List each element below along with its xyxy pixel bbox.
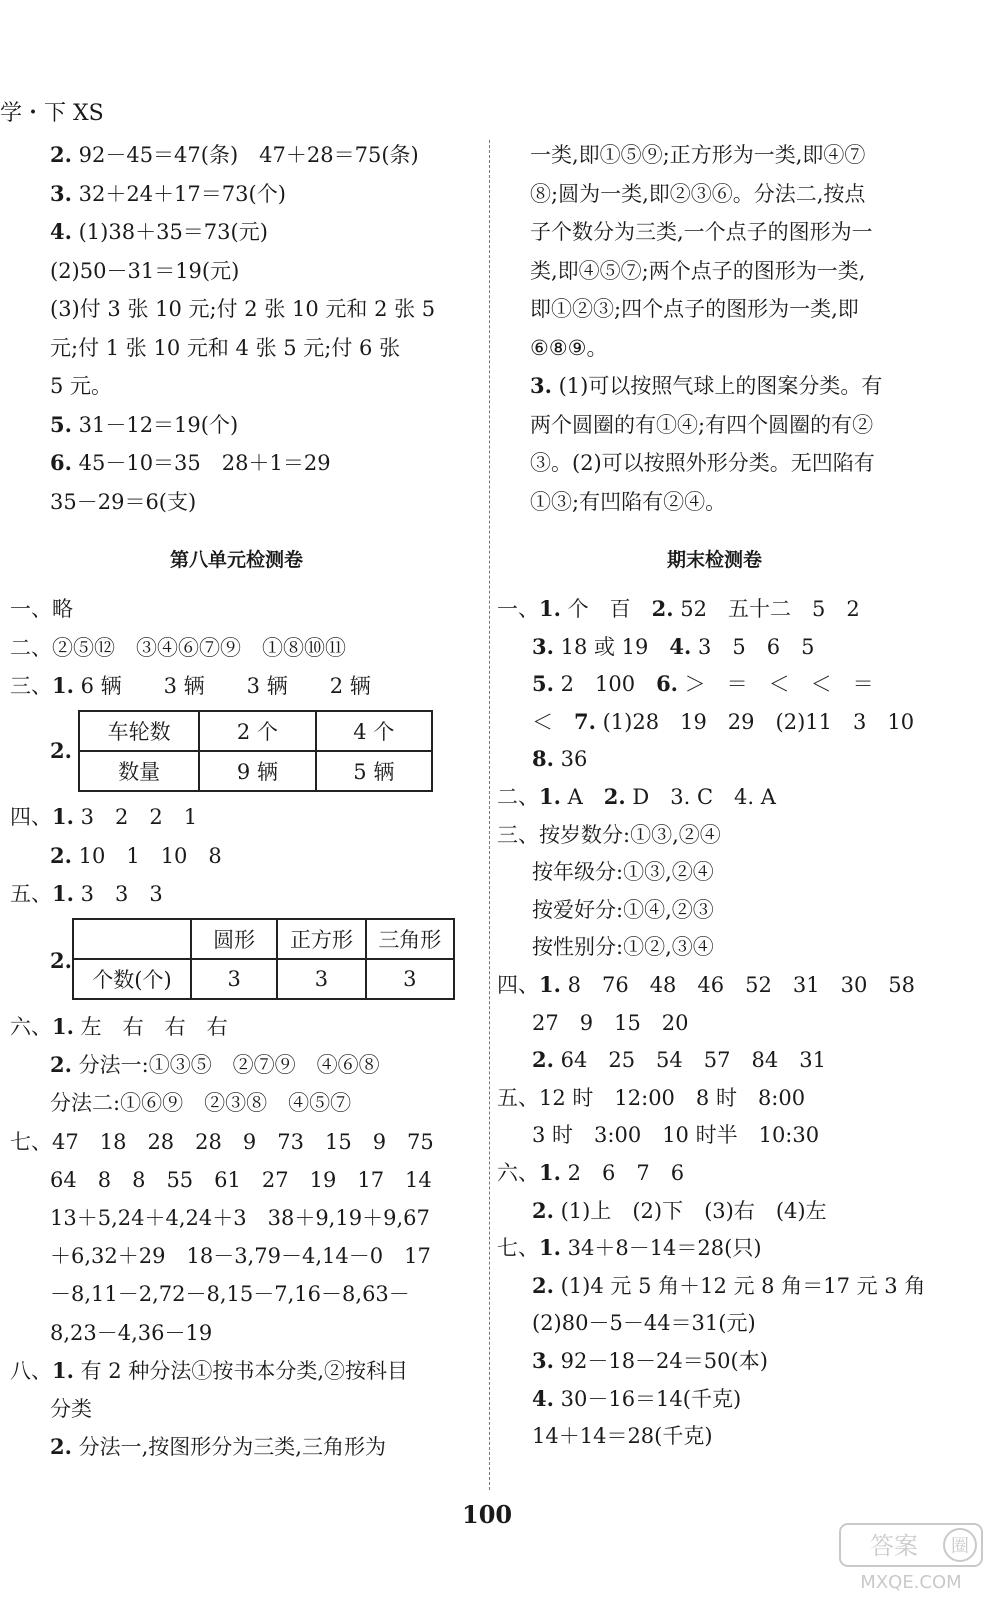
answer-text: 3 5 6 5	[691, 634, 815, 659]
item-number: 1.	[52, 673, 74, 698]
item-number: 2.	[651, 596, 674, 621]
answer-text: 36	[553, 747, 588, 772]
right-line	[532, 857, 714, 887]
answer-text: 左 右 右 右	[73, 1015, 228, 1039]
answer-text: ＋6,32＋29 18－3,79－4,14－0 17	[50, 1244, 431, 1269]
right-top-line	[530, 140, 865, 170]
table-cell: 车轮数	[79, 711, 199, 751]
section-marker: 一、	[497, 597, 539, 621]
section-marker: 五、	[497, 1085, 539, 1110]
left-top-line	[50, 448, 331, 478]
section-marker: 二、②⑤⑫ ③④⑥⑦⑨ ①⑧⑩⑪	[10, 635, 346, 660]
answer-text: 元;付 1 张 10 元和 4 张 5 元;付 6 张	[50, 335, 401, 360]
right-line	[532, 1421, 713, 1451]
answer-text: (1)28 19 29 (2)11 3 10	[595, 709, 915, 734]
answer-text: 一类,即①⑤⑨;正方形为一类,即④⑦	[530, 143, 866, 167]
answer-text: 分类	[50, 1397, 92, 1421]
right-line	[497, 1233, 762, 1263]
item-number: 2.	[532, 1047, 554, 1073]
item-number: 7.	[574, 708, 596, 734]
answer-text: 即①②③;四个点子的图形为一类,即	[530, 297, 859, 321]
left-c-line	[50, 1050, 380, 1080]
answer-text: 分法二:①⑥⑨ ②③⑧ ④⑤⑦	[50, 1091, 352, 1116]
answer-text: D 3. C 4. A	[625, 785, 776, 809]
table-cell: 5 辆	[316, 751, 432, 791]
left-c-line	[10, 1012, 228, 1042]
right-line	[532, 1120, 819, 1150]
section-marker: 七、	[497, 1236, 539, 1261]
answer-text: 18 或 19	[553, 634, 670, 659]
left-top-line	[50, 487, 196, 517]
answer-text: ⑥⑧⑨。	[530, 335, 608, 360]
item-number: 6.	[50, 450, 72, 475]
table-cell	[73, 919, 191, 959]
answer-text: 3 2 2 1	[73, 805, 198, 829]
item-number: 1.	[52, 1357, 74, 1383]
right-top-line	[530, 256, 865, 286]
section-marker: 六、	[10, 1015, 52, 1039]
left-b-line	[50, 841, 222, 871]
left-c-line	[50, 1394, 92, 1424]
answer-text: (2)80－5－44＝31(元)	[532, 1311, 756, 1336]
table1-label: 2.	[50, 738, 72, 763]
section-title-unit8: 第八单元检测卷	[170, 549, 304, 571]
answer-text: ⑧;圆为一类,即②③⑥。分法二,按点	[530, 181, 866, 206]
section-marker: 六、	[497, 1161, 539, 1185]
answer-text: (1)上 (2)下 (3)右 (4)左	[553, 1198, 827, 1223]
right-top-line	[530, 410, 873, 440]
answer-text: 14＋14＝28(千克)	[532, 1424, 713, 1449]
answer-text: 52 五十二 5 2	[673, 597, 860, 621]
right-top-line	[530, 179, 865, 209]
item-number: 2.	[50, 1434, 72, 1460]
right-line	[532, 632, 814, 662]
answer-text: 92－45＝47(条) 47＋28＝75(条)	[71, 143, 419, 167]
answer-text: 92－18－24＝50(本)	[553, 1349, 768, 1373]
right-line	[532, 895, 714, 925]
table-cell: 2 个	[199, 711, 315, 751]
watermark-logo	[836, 1520, 986, 1596]
right-top-line	[530, 371, 882, 401]
page-header: 学・下 XS	[0, 101, 104, 126]
item-number: 2.	[603, 784, 626, 809]
left-top-line	[50, 179, 286, 209]
right-line	[532, 1271, 925, 1301]
left-b-line	[10, 879, 163, 909]
item-number: 3.	[532, 633, 554, 659]
right-top-line	[530, 217, 873, 247]
answer-text: (3)付 3 张 10 元;付 2 张 10 元和 2 张 5	[50, 297, 436, 321]
right-line	[497, 782, 776, 812]
right-line	[497, 970, 915, 1000]
left-a-line	[10, 594, 73, 624]
shape-count-table	[72, 918, 455, 1000]
table-row	[79, 751, 432, 791]
table-cell: 正方形	[277, 919, 365, 959]
table2-label: 2.	[50, 948, 72, 973]
table-cell: 9 辆	[199, 751, 315, 791]
svg-text:MXQE.COM: MXQE.COM	[860, 1572, 962, 1593]
item-number: 1.	[539, 1160, 561, 1185]
left-c-line	[10, 1127, 434, 1157]
item-number: 3.	[50, 180, 72, 206]
table-row	[79, 711, 432, 751]
right-top-line	[530, 448, 875, 478]
item-number: 1.	[539, 1235, 561, 1261]
left-top-line	[50, 371, 112, 401]
answer-text: 两个圆圈的有①④;有四个圆圈的有②	[530, 412, 874, 437]
table-cell: 圆形	[191, 919, 277, 959]
section-marker: 一、略	[10, 597, 73, 621]
item-number: 1.	[539, 972, 561, 997]
item-number: 4.	[532, 1385, 554, 1411]
table-cell: 3	[366, 959, 454, 999]
answer-text: 35－29＝6(支)	[50, 489, 197, 514]
answer-text: 47 18 28 28 9 73 15 9 75	[52, 1129, 434, 1154]
answer-text: (2)50－31＝19(元)	[50, 258, 240, 283]
left-c-line	[10, 1356, 408, 1386]
item-number: 3.	[532, 1348, 554, 1373]
right-line	[497, 1083, 805, 1113]
item-number: 5.	[50, 411, 72, 437]
left-c-line	[50, 1203, 430, 1233]
answer-text: ①③;有凹陷有②④。	[530, 489, 727, 514]
answer-text: 13＋5,24＋4,24＋3 38＋9,19＋9,67	[50, 1206, 430, 1230]
left-c-line	[50, 1165, 432, 1195]
table-cell: 4 个	[316, 711, 432, 751]
svg-text:圈: 圈	[951, 1536, 969, 1557]
answer-text: 64 25 54 57 84 31	[553, 1048, 826, 1073]
answer-text: 30－16＝14(千克)	[553, 1386, 742, 1411]
left-c-line	[50, 1279, 410, 1309]
item-number: 2.	[532, 1197, 554, 1223]
right-line	[532, 1045, 826, 1075]
right-line	[497, 820, 721, 850]
section-marker: 七、	[10, 1129, 52, 1154]
item-number: 1.	[52, 881, 74, 906]
answer-text: 按爱好分:①④,②③	[532, 897, 714, 922]
answer-text: ＜	[532, 709, 574, 734]
right-line	[532, 1384, 741, 1414]
left-top-line	[50, 256, 239, 286]
answer-text: 类,即④⑤⑦;两个点子的图形为一类,	[530, 258, 866, 283]
left-a-line	[10, 633, 346, 663]
right-line	[532, 1196, 827, 1226]
answer-text: 34＋8－14＝28(只)	[560, 1236, 762, 1261]
item-number: 3.	[530, 373, 552, 398]
answer-text: (1)38＋35＝73(元)	[71, 220, 268, 244]
svg-text:答案: 答案	[870, 1532, 918, 1560]
right-line	[532, 744, 587, 774]
answer-text: 分法一,按图形分为三类,三角形为	[71, 1435, 386, 1460]
answer-text: ＞ ＝ ＜ ＜ ＝	[678, 672, 874, 697]
answer-text: 5 元。	[50, 374, 113, 398]
answer-text: 按年级分:①③,②④	[532, 860, 714, 885]
section-marker: 三、	[497, 822, 539, 847]
right-line	[532, 669, 874, 699]
item-number: 2.	[532, 1272, 554, 1298]
left-top-line	[50, 410, 238, 440]
answer-text: 按性别分:①②,③④	[532, 935, 714, 960]
item-number: 1.	[539, 784, 561, 809]
left-top-line	[50, 294, 435, 324]
answer-text: 2 6 7 6	[560, 1161, 685, 1185]
section-marker: 八、	[10, 1358, 52, 1383]
answer-text: 6 辆 3 辆 3 辆 2 辆	[73, 674, 371, 698]
right-line	[532, 1008, 689, 1038]
item-number: 2.	[50, 142, 72, 167]
left-top-line	[50, 217, 268, 247]
section-marker: 二、	[497, 785, 539, 809]
item-number: 2.	[50, 1052, 72, 1078]
answer-text: 31－12＝19(个)	[71, 412, 239, 437]
answer-text: ③。(2)可以按照外形分类。无凹陷有	[530, 451, 875, 475]
wheel-count-table	[78, 710, 433, 792]
section-marker: 四、	[497, 973, 539, 997]
right-line	[532, 1346, 768, 1376]
answer-text: (1)可以按照气球上的图案分类。有	[551, 374, 883, 398]
item-number: 1.	[52, 1014, 74, 1039]
answer-text: 有 2 种分法①按书本分类,②按科目	[73, 1358, 408, 1383]
answer-text: 10 1 10 8	[71, 843, 222, 868]
table-cell: 3	[277, 959, 365, 999]
left-c-line	[50, 1088, 351, 1118]
section-title-final: 期末检测卷	[667, 549, 763, 571]
answer-text: 27 9 15 20	[532, 1010, 689, 1035]
right-line	[532, 707, 914, 737]
answer-text: 64 8 8 55 61 27 19 17 14	[50, 1167, 432, 1192]
left-b-line	[10, 802, 197, 832]
answer-text: 32＋24＋17＝73(个)	[71, 181, 286, 206]
answer-text: 子个数分为三类,一个点子的图形为一	[530, 220, 873, 244]
table-row	[73, 959, 454, 999]
right-top-line	[530, 487, 726, 517]
answer-text: 8,23－4,36－19	[50, 1320, 213, 1345]
table-cell: 数量	[79, 751, 199, 791]
left-top-line	[50, 140, 419, 170]
item-number: 1.	[539, 596, 561, 621]
right-top-line	[530, 333, 607, 363]
table-cell: 3	[191, 959, 277, 999]
section-marker: 五、	[10, 882, 52, 906]
right-line	[497, 594, 860, 624]
left-c-line	[50, 1432, 386, 1462]
item-number: 1.	[52, 804, 74, 829]
right-line	[497, 1158, 684, 1188]
item-number: 2.	[50, 842, 72, 868]
item-number: 5.	[532, 671, 554, 697]
page-number: 100	[462, 1500, 513, 1529]
table-cell: 个数(个)	[73, 959, 191, 999]
left-top-line	[50, 333, 400, 363]
item-number: 8.	[532, 746, 554, 772]
answer-text: 3 时 3:00 10 时半 10:30	[532, 1123, 820, 1148]
item-number: 6.	[656, 671, 678, 697]
right-line	[532, 932, 714, 962]
answer-text: 8 76 48 46 52 31 30 58	[560, 973, 916, 997]
section-marker: 三、	[10, 674, 52, 698]
column-divider	[489, 140, 490, 1490]
right-top-line	[530, 294, 859, 324]
left-c-line	[50, 1318, 212, 1348]
answer-text: 3 3 3	[73, 882, 163, 906]
answer-text: 个 百	[560, 597, 652, 621]
answer-text: A	[560, 785, 604, 809]
answer-text: 分法一:①③⑤ ②⑦⑨ ④⑥⑧	[71, 1053, 380, 1078]
section-marker: 四、	[10, 805, 52, 829]
answer-text: －8,11－2,72－8,15－7,16－8,63－	[50, 1282, 410, 1307]
answer-text: 12 时 12:00 8 时 8:00	[539, 1085, 806, 1110]
answer-text: 2 100	[553, 672, 657, 697]
item-number: 4.	[669, 633, 692, 659]
table-row	[73, 919, 454, 959]
table-cell: 三角形	[366, 919, 454, 959]
answer-text: 按岁数分:①③,②④	[539, 822, 721, 847]
answer-text: (1)4 元 5 角＋12 元 8 角＝17 元 3 角	[553, 1273, 926, 1298]
answer-text: 45－10＝35 28＋1＝29	[71, 451, 331, 475]
right-line	[532, 1308, 756, 1338]
item-number: 4.	[50, 219, 72, 244]
left-a-line	[10, 671, 371, 701]
left-c-line	[50, 1241, 431, 1271]
